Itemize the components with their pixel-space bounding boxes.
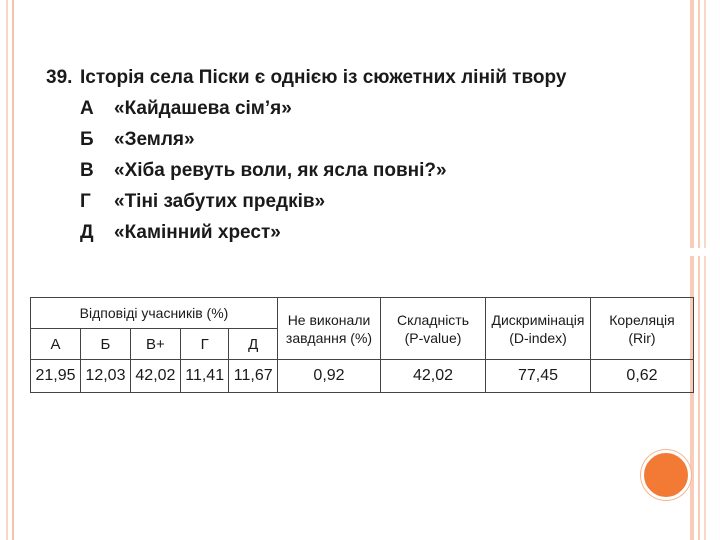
discrimination-header: Дискримінація (D-index) [486, 298, 591, 360]
answer-letter-cell: В+ [130, 329, 180, 360]
option-text: «Кайдашева сім’я» [114, 98, 292, 119]
correlation-header: Кореляція (Rir) [591, 298, 694, 360]
left-decorative-border [0, 0, 14, 540]
option-letter: Д [80, 222, 94, 243]
option-v [46, 155, 646, 186]
option-letter: А [80, 98, 94, 119]
answer-letter-cell: Г [180, 329, 229, 360]
question-text: Історія села Піски є однією із сюжетних ліній твору [80, 67, 567, 88]
right-decorative-border [686, 0, 720, 540]
option-letter: Б [80, 129, 94, 150]
option-g [46, 186, 646, 217]
option-text: «Земля» [114, 129, 195, 150]
option-d [46, 217, 646, 248]
option-letter: В [80, 160, 94, 181]
discrimination-value: 77,45 [486, 360, 591, 393]
option-text: «Камінний хрест» [114, 222, 281, 243]
statistics-table [30, 297, 694, 393]
answer-value-cell: 11,67 [229, 360, 278, 393]
answer-value-cell: 42,02 [130, 360, 180, 393]
question-block [46, 62, 646, 248]
answer-value-cell: 11,41 [180, 360, 229, 393]
difficulty-header: Складність (P-value) [381, 298, 486, 360]
not-done-header: Не виконали завдання (%) [278, 298, 381, 360]
answer-letter-cell: Д [229, 329, 278, 360]
option-b [46, 124, 646, 155]
answers-header: Відповіді учасників (%) [31, 298, 278, 329]
answer-value-cell: 12,03 [80, 360, 130, 393]
orange-circle-decoration [641, 450, 691, 500]
difficulty-value: 42,02 [381, 360, 486, 393]
option-letter: Г [80, 191, 91, 212]
option-text: «Хіба ревуть воли, як ясла повні?» [114, 160, 447, 181]
option-a [46, 93, 646, 124]
correlation-value: 0,62 [591, 360, 694, 393]
answer-value-cell: 21,95 [31, 360, 81, 393]
answer-letter-cell: Б [80, 329, 130, 360]
question-number: 39. [46, 67, 73, 88]
question-line [46, 62, 646, 93]
option-text: «Тіні забутих предків» [114, 191, 326, 212]
answer-letter-cell: А [31, 329, 81, 360]
not-done-value: 0,92 [278, 360, 381, 393]
